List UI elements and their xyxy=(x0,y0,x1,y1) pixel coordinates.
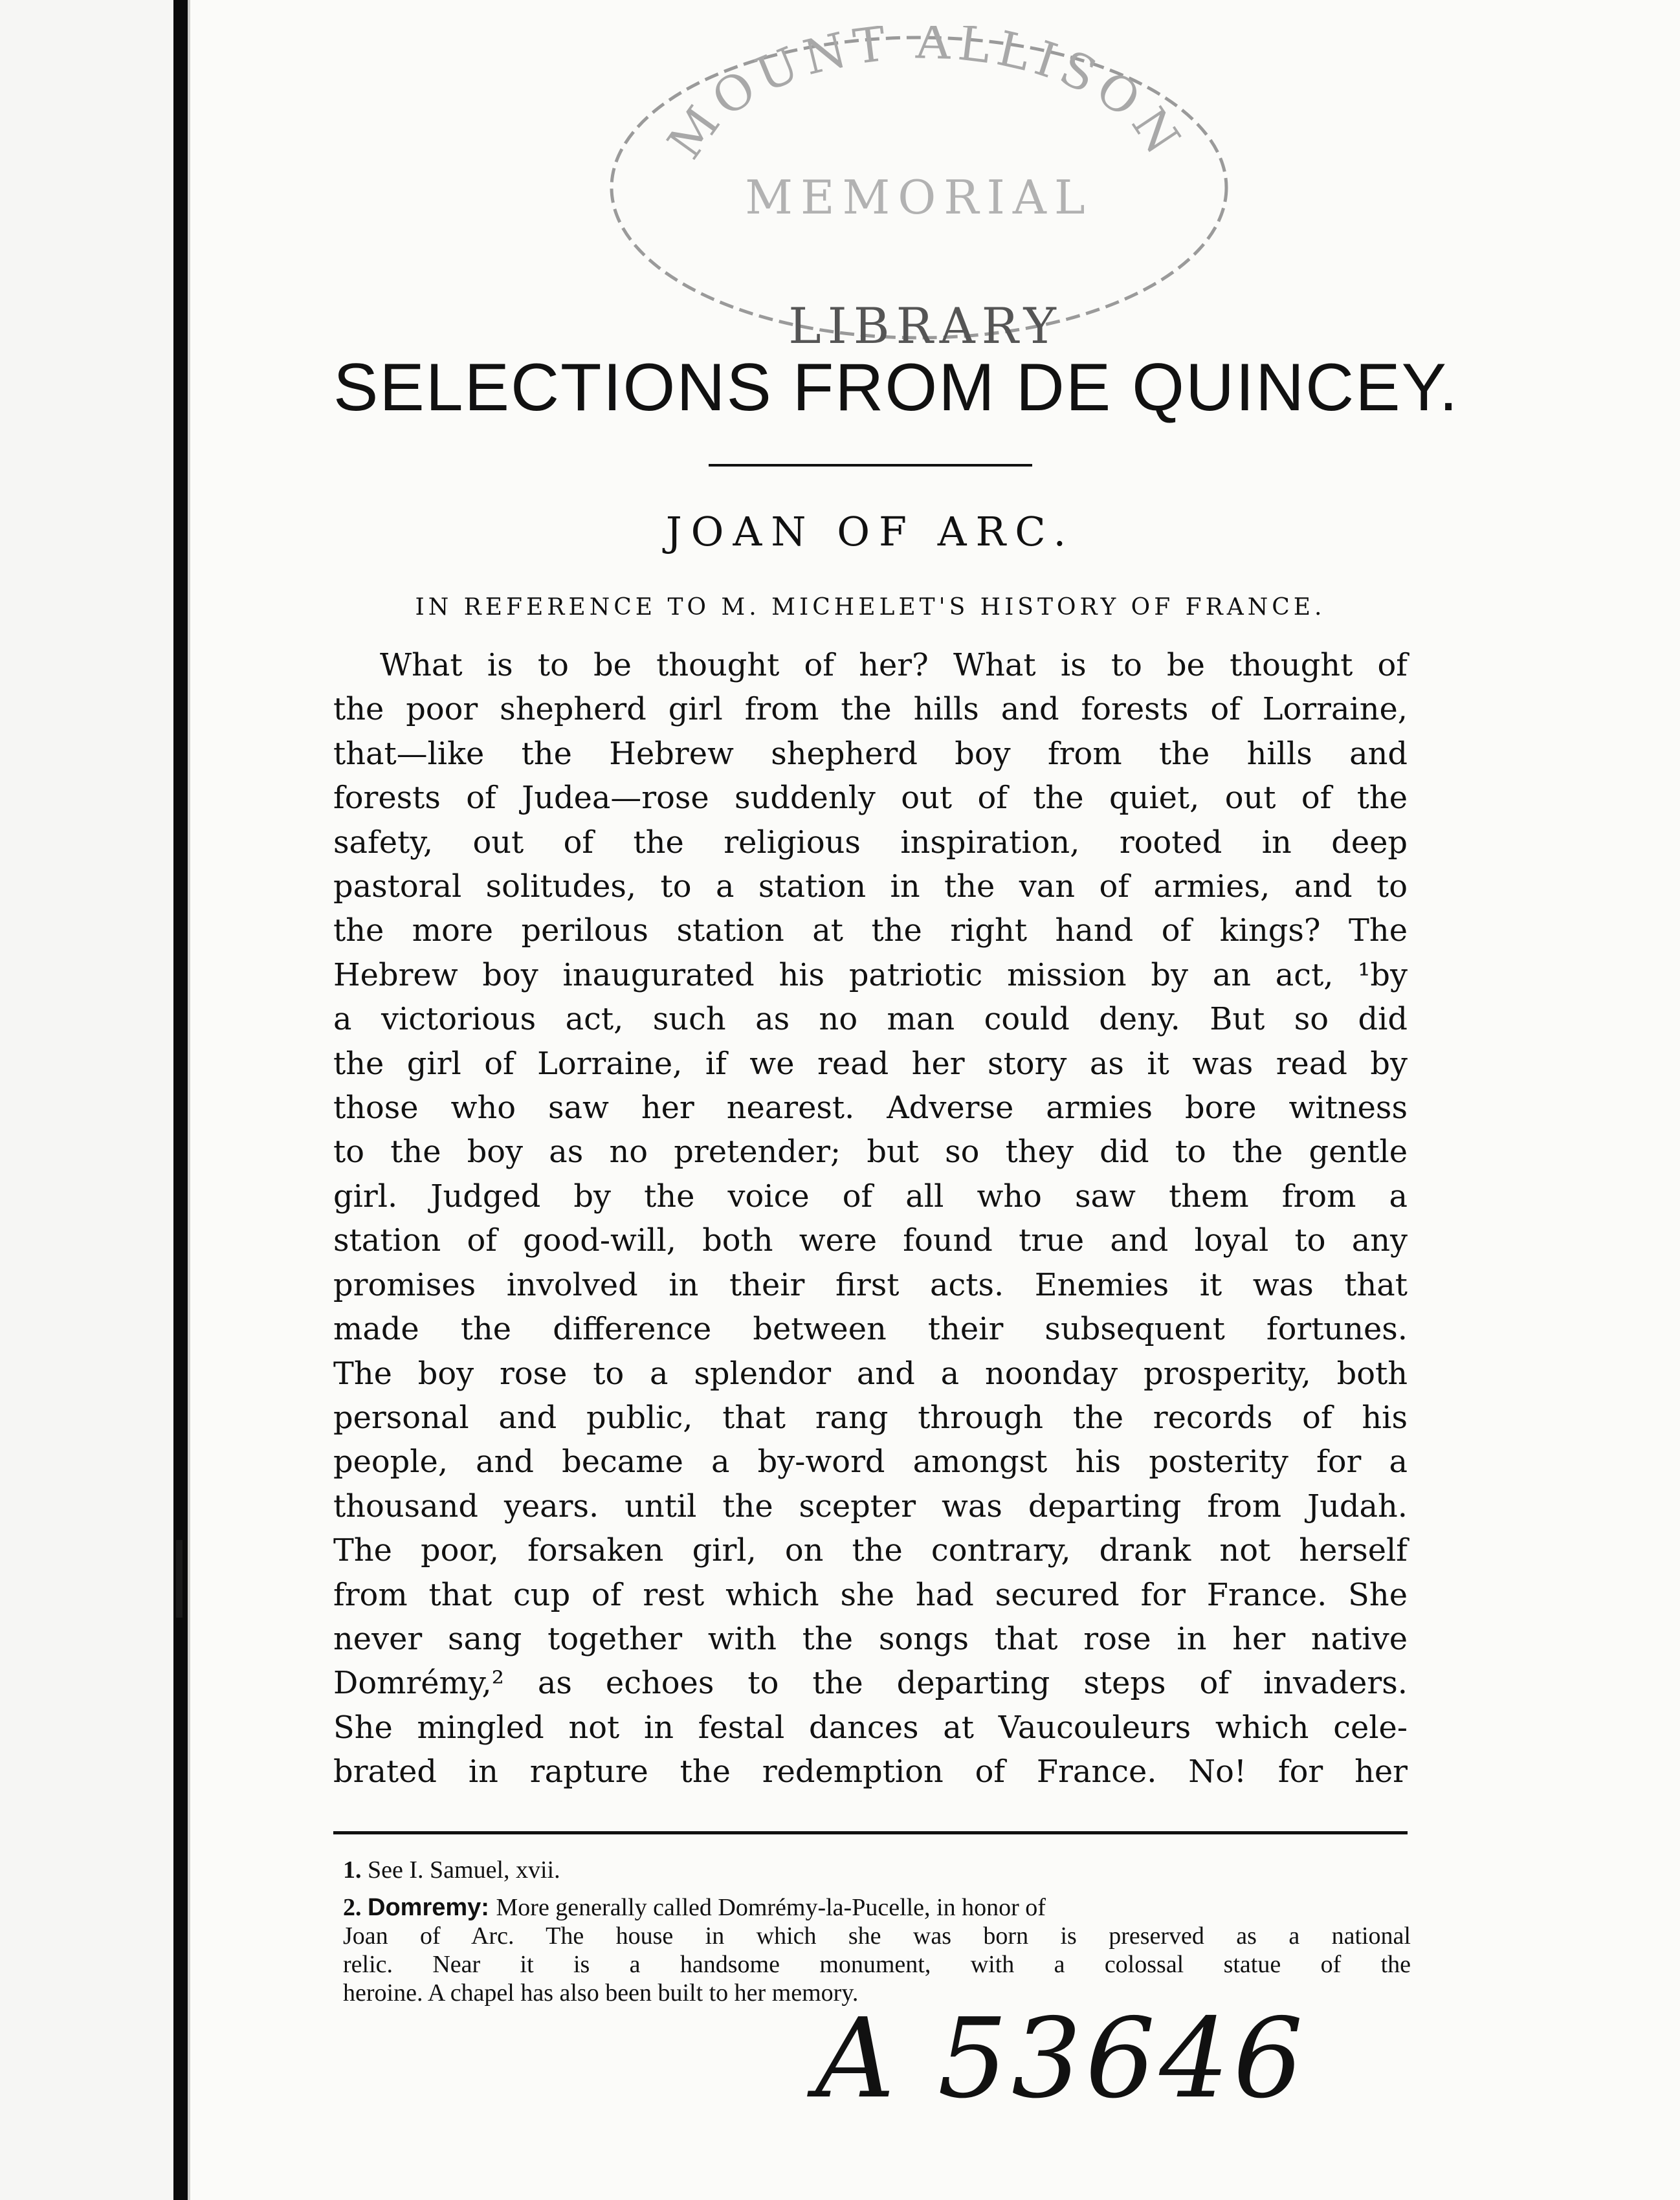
footnote-text: relic. Near it is a handsome monument, with a colossal statue of the xyxy=(343,1951,1411,1978)
stamp-middle-text: MEMORIAL xyxy=(745,170,1093,225)
footnote-line xyxy=(343,1893,1411,1922)
body-line: promises involved in their first acts. Enemies it was that xyxy=(333,1267,1408,1303)
body-line: to the boy as no pretender; but so they did to the gentle xyxy=(333,1134,1408,1171)
facing-page-edge xyxy=(0,0,173,2200)
svg-text:A 53646: A 53646 xyxy=(815,1995,1307,2123)
footnote-number: 1. xyxy=(343,1856,368,1884)
page-content xyxy=(333,349,1459,1795)
book-title: SELECTIONS FROM DE QUINCEY. xyxy=(333,350,1459,425)
body-line: thousand years. until the scepter was departing from Judah. xyxy=(333,1488,1408,1524)
library-stamp xyxy=(602,26,1239,362)
title-rule xyxy=(709,464,1032,467)
body-line: that—like the Hebrew shepherd boy from the hills and xyxy=(333,736,1408,772)
body-line: a victorious act, such as no man could deny. But so did xyxy=(333,1002,1408,1038)
footnote-text: heroine. A chapel has also been built to her memory. xyxy=(343,1979,859,2007)
footnote-line xyxy=(343,1950,1411,1979)
body-line: the poor shepherd girl from the hills and forests of Lorraine, xyxy=(333,692,1408,728)
footnote-text: See I. Samuel, xvii. xyxy=(368,1856,560,1884)
body-line: made the difference between their subsequent fortunes. xyxy=(333,1312,1408,1348)
body-line: The poor, forsaken girl, on the contrary, drank not herself xyxy=(333,1533,1408,1569)
body-line: The boy rose to a splendor and a noonday prosperity, both xyxy=(333,1356,1408,1392)
body-line: those who saw her nearest. Adverse armies bore witness xyxy=(333,1090,1408,1127)
body-line: Hebrew boy inaugurated his patriotic mission by an act, ¹by xyxy=(333,957,1408,993)
footnote-keyword: Domremy: xyxy=(368,1894,496,1921)
body-text xyxy=(333,644,1408,1795)
footnote-number: 2. xyxy=(343,1894,368,1921)
body-line: Domrémy,² as echoes to the departing steps of invaders. xyxy=(333,1666,1408,1702)
stamp-bottom-text: LIBRARY xyxy=(788,297,1063,355)
body-line: forests of Judea—rose suddenly out of the quiet, out of the xyxy=(333,780,1408,817)
handwritten-accession-number xyxy=(809,1986,1307,2129)
accession-number xyxy=(809,1986,1307,2129)
section-subtitle: IN REFERENCE TO M. MICHELET'S HISTORY OF FRANCE. xyxy=(415,594,1326,621)
footnote-rule xyxy=(333,1831,1408,1834)
footnote-text: Joan of Arc. The house in which she was born is preserved as a national xyxy=(343,1922,1411,1950)
library-stamp-graphic xyxy=(602,26,1239,362)
body-line: girl. Judged by the voice of all who saw them from a xyxy=(333,1178,1408,1215)
stamp-top-text: MOUNT ALLISON xyxy=(657,26,1194,170)
footnote xyxy=(343,1856,1411,1884)
body-line: the girl of Lorraine, if we read her story as it was read by xyxy=(333,1046,1408,1082)
body-line: from that cup of rest which she had secured for France. She xyxy=(333,1577,1408,1613)
binding-mark xyxy=(176,1540,182,1618)
body-line: people, and became a by-word amongst his posterity for a xyxy=(333,1444,1408,1480)
footnote-line xyxy=(343,1856,1411,1884)
footnote-line xyxy=(343,1922,1411,1950)
body-line: She mingled not in festal dances at Vaucouleurs which cele- xyxy=(333,1710,1408,1746)
body-line: safety, out of the religious inspiration, rooted in deep xyxy=(333,824,1408,861)
body-line: never sang together with the songs that rose in her native xyxy=(333,1621,1408,1657)
body-line: pastoral solitudes, to a station in the van of armies, and to xyxy=(333,869,1408,905)
body-line: station of good-will, both were found true and loyal to any xyxy=(333,1223,1408,1259)
body-line: the more perilous station at the right hand of kings? The xyxy=(333,913,1408,949)
section-title: JOAN OF ARC. xyxy=(665,508,1076,555)
svg-text:MOUNT ALLISON xyxy=(657,26,1193,170)
body-line: personal and public, that rang through the records of his xyxy=(333,1400,1408,1436)
body-line: What is to be thought of her? What is to be thought of xyxy=(380,648,1408,683)
body-line: brated in rapture the redemption of France. No! for her xyxy=(333,1754,1408,1790)
footnote-text: More generally called Domrémy-la-Pucelle, in honor of xyxy=(496,1894,1046,1921)
